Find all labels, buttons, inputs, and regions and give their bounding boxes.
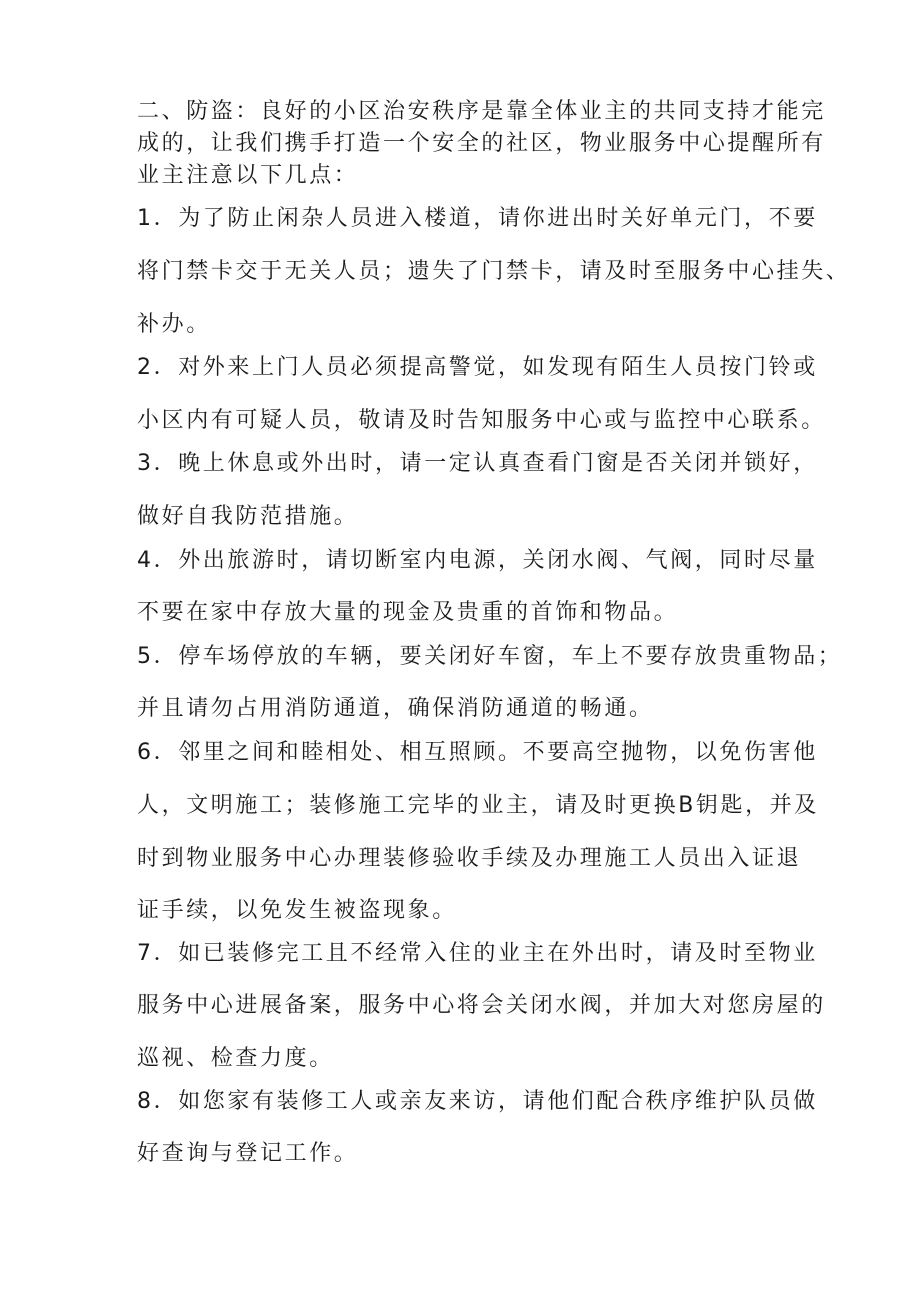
- text-line: 巡视、检查力度。: [137, 1046, 334, 1071]
- text-line: 时到物业服务中心办理装修验收手续及办理施工人员出入证退: [137, 846, 802, 871]
- text-line: 并且请勿占用消防通道，确保消防通道的畅通。: [137, 696, 654, 721]
- text-line: 做好自我防范措施。: [137, 504, 359, 529]
- text-line: 好查询与登记工作。: [137, 1141, 359, 1166]
- text-line: 1．为了防止闲杂人员进入楼道，请你进出时关好单元门，不要: [137, 206, 818, 231]
- text-line: 服务中心进展备案，服务中心将会关闭水阀，并加大对您房屋的: [137, 993, 826, 1018]
- text-line: 3．晚上休息或外出时，请一定认真查看门窗是否关闭并锁好，: [137, 451, 818, 476]
- text-line: 业主注意以下几点：: [137, 163, 359, 188]
- text-line: 二、防盗：良好的小区治安秩序是靠全体业主的共同支持才能完: [137, 99, 826, 124]
- text-line: 4．外出旅游时，请切断室内电源，关闭水阀、气阀，同时尽量: [137, 548, 818, 573]
- text-line: 成的，让我们携手打造一个安全的社区，物业服务中心提醒所有: [137, 131, 826, 156]
- text-line: 人，文明施工；装修施工完毕的业主，请及时更换B钥匙，并及: [137, 793, 819, 818]
- text-line: 不要在家中存放大量的现金及贵重的首饰和物品。: [137, 600, 679, 625]
- text-line: 补办。: [137, 312, 211, 337]
- text-line: 8．如您家有装修工人或亲友来访，请他们配合秩序维护队员做: [137, 1089, 818, 1114]
- text-line: 5．停车场停放的车辆，要关闭好车窗，车上不要存放贵重物品；: [137, 644, 843, 669]
- text-line: 证手续，以免发生被盗现象。: [137, 898, 457, 923]
- text-line: 2．对外来上门人员必须提高警觉，如发现有陌生人员按门铃或: [137, 355, 818, 380]
- text-line: 将门禁卡交于无关人员；遗失了门禁卡，请及时至服务中心挂失、: [137, 259, 851, 284]
- text-line: 6．邻里之间和睦相处、相互照顾。不要高空抛物，以免伤害他: [137, 740, 818, 765]
- text-line: 小区内有可疑人员，敬请及时告知服务中心或与监控中心联系。: [137, 408, 826, 433]
- text-line: 7．如已装修完工且不经常入住的业主在外出时，请及时至物业: [137, 941, 818, 966]
